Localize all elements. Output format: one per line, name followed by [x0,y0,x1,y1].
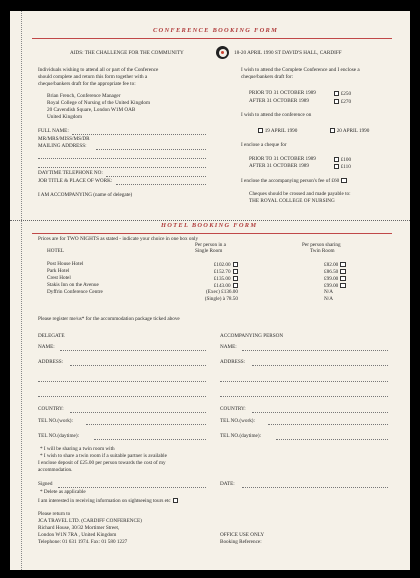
hotel-name: Park Hotel [47,268,70,274]
mailing-address-label: MAILING ADDRESS: [38,143,87,149]
return-line: Telephone: 01 631 1974. Fax: 01 580 1227 [38,539,128,545]
intro-line: cheque/bankers draft for the appropriate fee to: [38,81,136,87]
complete-text: cheque/bankers draft for: [241,74,294,80]
signature-field[interactable] [58,487,206,488]
booking-reference-label: Booking Reference: [220,539,262,545]
delegate-address-label: ADDRESS: [38,359,64,365]
return-line: Richard House, 30/32 Mortimer Street, [38,525,120,531]
full-name-label: FULL NAME: [38,128,69,134]
delegate-tel-work-field[interactable] [86,424,206,425]
full-name-field[interactable] [72,134,206,135]
fee-amount: £270 [340,98,352,105]
fee-option[interactable] [332,99,351,105]
sightseeing-option[interactable] [38,498,178,504]
accomp-country-field[interactable] [252,412,388,413]
accomp-name-field[interactable] [242,350,388,351]
complete-text: I wish to attend the Complete Conference and I enclose a [241,67,360,73]
checkbox[interactable] [341,178,346,183]
day2-option[interactable] [328,128,369,134]
delegate-country-label: COUNTRY: [38,406,64,412]
sightseeing-label: I am interested in receiving information on sightseeing tours etc [38,497,171,504]
single-price: £143.00 [213,282,231,289]
single-price: £135.00 [213,275,231,282]
twin-column-header: Twin Room [310,248,335,254]
prices-note: Prices are for TWO NIGHTS as stated - indicate your choice in one box only [38,236,199,242]
mailing-address-field[interactable] [38,167,206,168]
delegate-tel-day-field[interactable] [94,439,206,440]
address-line: 20 Cavendish Square, London W1M OAB [47,107,136,113]
accomp-address-field[interactable] [220,381,388,382]
checkbox[interactable] [330,128,335,133]
address-line: Royal College of Nursing of the United Kingdom [47,100,151,106]
day1-label: 19 APRIL 1990 [264,127,298,134]
checkbox[interactable] [340,283,345,288]
share-text: * I wish to share a twin room if a suitable partner is available [40,453,167,459]
address-line: United Kingdom [47,114,83,120]
job-title-field[interactable] [116,184,206,185]
checkbox[interactable] [334,91,339,96]
office-use-label: OFFICE USE ONLY [220,532,265,538]
fee-amount: £250 [340,90,352,97]
hotel-heading: HOTEL BOOKING FORM [161,222,258,229]
hotel-name: Dyffrin Conference Centre [47,289,103,295]
delegate-address-field[interactable] [38,396,206,397]
intro-line: Individuals wishing to attend all or part of the Conference [38,67,159,73]
checkbox[interactable] [340,269,345,274]
twin-price: £82.00 [324,261,339,268]
single-price: (Exec) £136.00 [206,289,238,295]
accomp-tel-work-field[interactable] [268,424,388,425]
fee-amount: £100 [340,156,352,163]
delegate-address-field[interactable] [38,381,206,382]
twin-price: N/A [324,289,333,295]
checkbox[interactable] [334,99,339,104]
accompany-fee-option[interactable] [241,178,347,184]
fee-label: AFTER 31 OCTOBER 1989 [249,98,309,104]
single-price: £102.00 [213,261,231,268]
twin-price-option[interactable] [324,297,333,302]
delete-note: * Delete as applicable [40,489,86,495]
twin-price-option[interactable] [324,276,346,282]
day2-label: 20 APRIL 1990 [336,127,370,134]
accompanying-header: ACCOMPANYING PERSON [220,333,284,339]
share-text: * I will be sharing a twin room with [40,446,115,452]
checkbox[interactable] [233,283,238,288]
perforation-line [21,11,22,570]
fee-option[interactable] [332,91,351,97]
telephone-label: DAYTIME TELEPHONE NO: [38,170,103,176]
checkbox[interactable] [233,276,238,281]
return-line: London W1N 7RA , United Kingdom [38,532,117,538]
checkbox[interactable] [233,262,238,267]
single-price-option[interactable] [214,276,238,282]
accomp-country-label: COUNTRY: [220,406,246,412]
intro-line: should complete and return this form together with a [38,74,148,80]
conference-dates: 18-20 APRIL 1990 ST DAVID'S HALL, CARDIFF [234,50,342,56]
twin-price: £99.00 [324,275,339,282]
signed-label: Signed [38,481,53,487]
day1-option[interactable] [256,128,297,134]
mailing-address-field[interactable] [38,158,206,159]
deposit-text: I enclose deposit of £25.00 per person towards the cost of my [38,460,166,466]
twin-price: £99.00 [324,282,339,289]
delegate-address-field[interactable] [70,365,206,366]
payable-text: Cheques should be crossed and made payable to: [249,191,351,197]
register-text: Please register me/us* for the accommodation package ticked above [38,316,180,322]
delegate-tel-day-label: TEL NO.(daytime): [38,433,80,439]
twin-price-option[interactable] [324,290,333,295]
delegate-tel-work-label: TEL NO.(work): [38,418,73,424]
date-field[interactable] [242,487,388,488]
accomp-tel-day-label: TEL NO.(daytime): [220,433,262,439]
single-column-header: Single Room [195,248,223,254]
twin-price-option[interactable] [324,262,346,268]
single-price: £152.70 [213,268,231,275]
title-label: MR/MRS/MISS/MS/DR [38,136,90,142]
tear-line [10,220,410,221]
single-price: (Single) à 78.50 [204,296,238,302]
rcn-logo-icon [216,46,229,59]
accompanying-label: I AM ACCOMPANYING (name of delegate) [38,192,133,198]
single-price-option[interactable] [206,290,238,295]
accomp-tel-day-field[interactable] [276,439,388,440]
accomp-tel-work-label: TEL NO.(work): [220,418,255,424]
twin-price: £86.50 [324,268,339,275]
deposit-text: accommodation. [38,467,73,473]
address-line: Brian French, Conference Manager [47,93,121,99]
accomp-address-field[interactable] [220,396,388,397]
payable-text: THE ROYAL COLLEGE OF NURSING [249,198,335,204]
checkbox[interactable] [334,157,339,162]
fee-label: PRIOR TO 31 OCTOBER 1989 [249,90,316,96]
twin-column-header: Per person sharing [302,242,341,248]
hotel-name: Post House Hotel [47,261,84,267]
twin-price: N/A [324,296,333,302]
hotel-name: Crest Hotel [47,275,71,281]
heading-rule [32,233,392,234]
accomp-name-label: NAME: [220,344,237,350]
return-line: Please return to [38,511,71,517]
checkbox[interactable] [334,164,339,169]
single-column-header: Per person in a [195,242,226,248]
delegate-name-field[interactable] [60,350,206,351]
fee-amount: £110 [340,163,351,170]
attend-on-text: I wish to attend the conference on [241,112,312,118]
conference-title: AIDS: THE CHALLENGE FOR THE COMMUNITY [70,50,184,56]
fee-option[interactable] [332,164,351,170]
conference-heading: CONFERENCE BOOKING FORM [153,27,279,34]
accomp-address-label: ADDRESS: [220,359,246,365]
mailing-address-field[interactable] [96,149,206,150]
checkbox[interactable] [340,262,345,267]
hotel-name: Stakis Inn on the Avenue [47,282,99,288]
checkbox[interactable] [233,269,238,274]
accompany-fee-label: I enclose the accompanying person's fee of £60 [241,177,340,184]
enclose-text: I enclose a cheque for [241,142,287,148]
checkbox[interactable] [258,128,263,133]
job-title-label: JOB TITLE & PLACE OF WORK: [38,178,113,184]
heading-rule [32,38,392,39]
checkbox[interactable] [340,276,345,281]
booking-form-sheet [10,11,410,570]
telephone-field[interactable] [106,176,206,177]
return-line: JCA TRAVEL LTD. (CARDIFF CONFERENCE) [38,518,142,524]
fee-option[interactable] [332,157,351,163]
single-price-option[interactable] [214,262,238,268]
hotel-column-header: HOTEL [47,248,64,254]
delegate-name-label: NAME: [38,344,55,350]
delegate-country-field[interactable] [70,412,206,413]
fee-label: AFTER 31 OCTOBER 1989 [249,163,309,169]
single-price-option[interactable] [205,297,238,302]
delegate-header: DELEGATE [38,333,65,339]
date-label: DATE: [220,481,235,487]
twin-price-option[interactable] [324,269,346,275]
single-price-option[interactable] [214,269,238,275]
accomp-address-field[interactable] [252,365,388,366]
fee-label: PRIOR TO 31 OCTOBER 1989 [249,156,316,162]
checkbox[interactable] [173,498,178,503]
